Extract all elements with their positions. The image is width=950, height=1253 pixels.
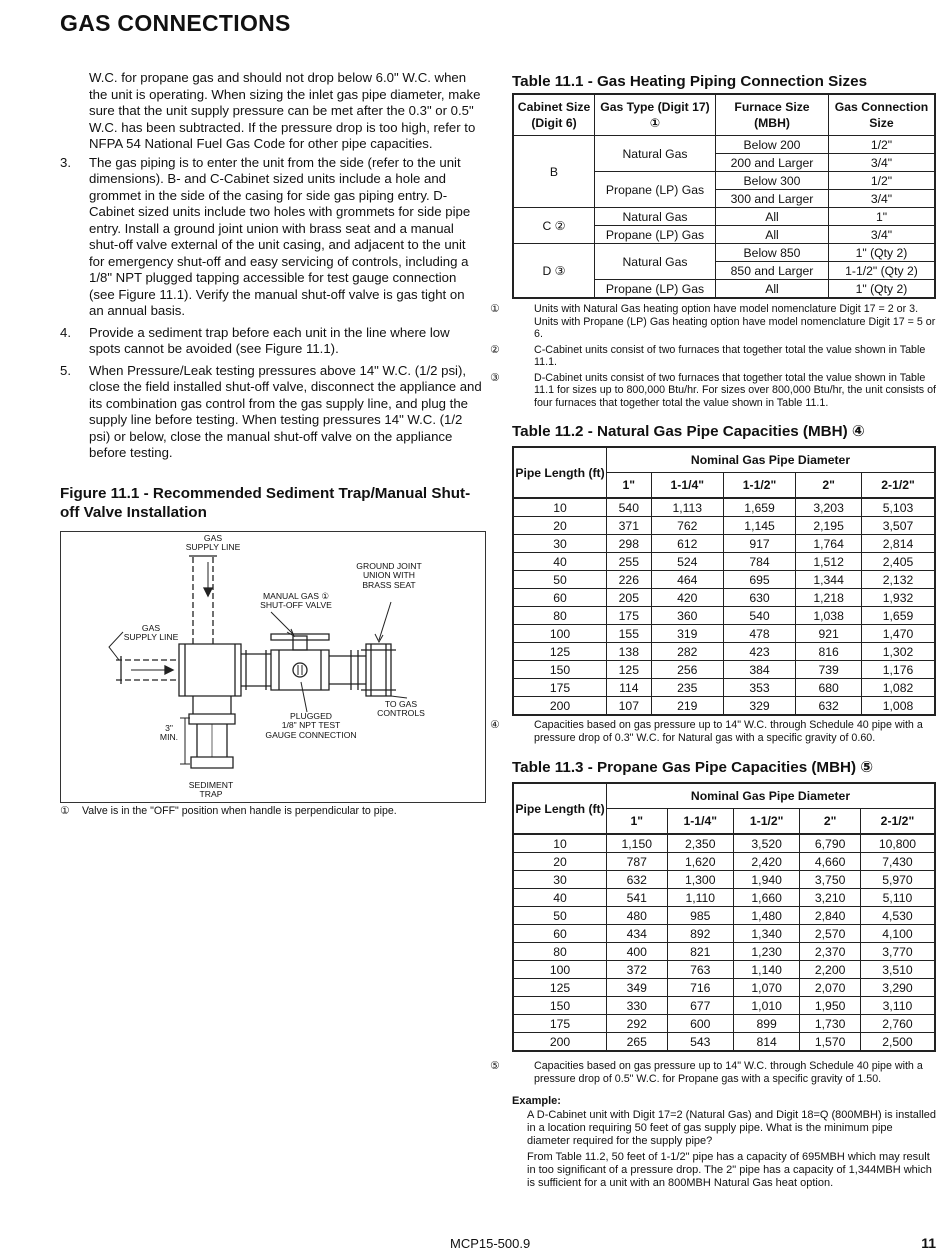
table-cell: 2,840 [800, 907, 861, 925]
table-cell: 1,008 [862, 697, 935, 716]
table1-note [490, 371, 938, 410]
table-cell: 3,520 [733, 834, 799, 853]
table-cell: 1/2" [829, 136, 936, 154]
table-cell: C ② [513, 208, 595, 244]
example-paragraph: A D-Cabinet unit with Digit 17=2 (Natural Gas) and Digit 18=Q (800MBH) is installed in a location requiring 50 feet of gas supply pipe. What is the minimum pipe diameter required for the supply pipe? [527, 1109, 937, 1148]
table-connection-sizes [512, 93, 936, 299]
table-row [513, 697, 935, 716]
table-cell: 3,507 [862, 517, 935, 535]
table-cell: 1,010 [733, 997, 799, 1015]
table-cell: 30 [513, 535, 607, 553]
table-cell: 256 [651, 661, 723, 679]
table-row [513, 871, 935, 889]
table-cell: 1-1/2" (Qty 2) [829, 262, 936, 280]
table-header: Gas Type (Digit 17) ① [595, 94, 716, 136]
table-cell: 10,800 [860, 834, 935, 853]
table-row [513, 889, 935, 907]
table-cell: 10 [513, 834, 607, 853]
table-cell: 1,659 [862, 607, 935, 625]
table-cell: 2,420 [733, 853, 799, 871]
table-header: Gas Connection Size [829, 94, 936, 136]
label-gas-supply-top: GAS SUPPLY LINE [185, 532, 241, 552]
table-row [513, 679, 935, 697]
table-cell: 784 [723, 553, 795, 571]
step-number: 4. [60, 324, 71, 340]
page-title: GAS CONNECTIONS [60, 10, 291, 36]
table-cell: 2,570 [800, 925, 861, 943]
table3-title: Table 11.3 - Propane Gas Pipe Capacities (MBH) ⑤ [512, 759, 874, 776]
table-cell: 3/4" [829, 190, 936, 208]
table-cell: 60 [513, 589, 607, 607]
column-header: 1" [607, 809, 668, 835]
table-cell: 2,070 [800, 979, 861, 997]
table-cell: 1/2" [829, 172, 936, 190]
table-cell: 1,340 [733, 925, 799, 943]
column-header: 2" [796, 473, 862, 499]
table-cell: All [716, 280, 829, 299]
table-cell: 150 [513, 997, 607, 1015]
table-row [513, 553, 935, 571]
table-cell: 1,302 [862, 643, 935, 661]
table-cell: 1,082 [862, 679, 935, 697]
step-number: 5. [60, 362, 71, 378]
right-column [490, 72, 938, 1190]
table-row [513, 834, 935, 853]
table-cell: 20 [513, 517, 607, 535]
table-cell: 632 [796, 697, 862, 716]
table-cell: 125 [513, 643, 607, 661]
table-cell: 3,750 [800, 871, 861, 889]
table-cell: 3,210 [800, 889, 861, 907]
table-cell: 3,770 [860, 943, 935, 961]
list-item [60, 155, 482, 320]
table-header: Cabinet Size (Digit 6) [513, 94, 595, 136]
table-cell: 1,570 [800, 1033, 861, 1052]
table-row [513, 607, 935, 625]
table-cell: 921 [796, 625, 862, 643]
table-cell: 235 [651, 679, 723, 697]
table-cell: 762 [651, 517, 723, 535]
column-header: 1-1/4" [651, 473, 723, 499]
column-header: 1-1/4" [667, 809, 733, 835]
table-cell: 5,110 [860, 889, 935, 907]
table3-body [513, 834, 935, 1051]
table-cell: 3,110 [860, 997, 935, 1015]
table-cell: 632 [607, 871, 668, 889]
table-cell: 60 [513, 925, 607, 943]
table-cell: 1,620 [667, 853, 733, 871]
table-cell: 541 [607, 889, 668, 907]
step-number: 3. [60, 154, 71, 170]
table-cell: 300 and Larger [716, 190, 829, 208]
step-text: When Pressure/Leak testing pressures above 14" W.C. (1/2 psi), close the field installed shut-off valve, disconnect the appliance and its combination gas control from the gas supply line, and plug the supply line before testing. When testing pressures 14" W.C. (1/2 psi) or below, close the manual shut-off valve on the appliance before testing. [89, 362, 482, 460]
table2-note [490, 719, 938, 744]
table-cell: 1,150 [607, 834, 668, 853]
table-cell: 200 [513, 697, 607, 716]
note-text: Capacities based on gas pressure up to 14" W.C. through Schedule 40 pipe with a pressure drop of 0.5" W.C. for Propane gas with a specific gravity of 1.50. [534, 1060, 923, 1085]
table-cell: 80 [513, 943, 607, 961]
table-cell: 763 [667, 961, 733, 979]
table-cell: Propane (LP) Gas [595, 280, 716, 299]
table-cell: 1,218 [796, 589, 862, 607]
table-cell: 1,659 [723, 498, 795, 517]
label-ground-joint: GROUND JOINT UNION WITH BRASS SEAT [356, 560, 422, 590]
table-cell: 330 [607, 997, 668, 1015]
table-cell: 226 [607, 571, 652, 589]
table1-note [490, 303, 938, 341]
table-cell: 4,530 [860, 907, 935, 925]
table1-title: Table 11.1 - Gas Heating Piping Connection Sizes [512, 73, 868, 90]
table-cell: 329 [723, 697, 795, 716]
table-cell: Below 200 [716, 136, 829, 154]
figure-diagram [60, 531, 486, 803]
table-row [513, 661, 935, 679]
table-cell: 464 [651, 571, 723, 589]
table-cell: 677 [667, 997, 733, 1015]
table-cell: 4,100 [860, 925, 935, 943]
note-text: D-Cabinet units consist of two furnaces that together total the value shown in Table 11.1 for sizes up to 800,000 Btu/hr. For sizes over 800,000 Btu/hr, the unit consists of four furnaces that together total the value shown in Table 11.1. [534, 371, 937, 409]
table-cell: 100 [513, 961, 607, 979]
table-cell: 114 [607, 679, 652, 697]
table-cell: 175 [513, 1015, 607, 1033]
table-cell: 1,070 [733, 979, 799, 997]
table-cell: 3/4" [829, 226, 936, 244]
table-cell: 155 [607, 625, 652, 643]
table-cell: 50 [513, 571, 607, 589]
table-row [513, 925, 935, 943]
table-cell: 1" [829, 208, 936, 226]
table-cell: 540 [723, 607, 795, 625]
note-mark: ③ [490, 371, 500, 384]
table-cell: 1,730 [800, 1015, 861, 1033]
table-cell: 125 [607, 661, 652, 679]
step-text: The gas piping is to enter the unit from the side (refer to the unit dimensions). B- and C-Cabinet sized units include a hole and grommet in the side of the casing for side gas piping entry. D-Cabinet sized units include two holes with grommets for side pipe entry. Install a ground joint union with brass seat and a manual shut-off valve external of the unit casing, and adjacent to the unit for emergency shut-off and easy servicing of controls, including a 1/8" NPT plugged tapping accessible for test gauge connection (see Figure 11.1). Verify the manual shut-off valve is gas tight on an annual basis. [89, 154, 471, 318]
table-cell: Below 300 [716, 172, 829, 190]
step-text: Provide a sediment trap before each unit in the line where low spots cannot be avoided (see Figure 11.1). [89, 324, 450, 356]
list-item [60, 325, 482, 358]
table-cell: 138 [607, 643, 652, 661]
table1-note [490, 343, 938, 369]
example-paragraph: From Table 11.2, 50 feet of 1-1/2" pipe has a capacity of 695MBH which may result in too significant of a pressure drop. The 2" pipe has a capacity of 1,344MBH which is sufficient for a unit with an 800MBH Natural Gas heat option. [527, 1150, 932, 1190]
table-cell: 292 [607, 1015, 668, 1033]
note-text: Capacities based on gas pressure up to 14" W.C. through Schedule 40 pipe with a pressure drop of 0.3" W.C. for Natural gas with a specific gravity of 0.60. [534, 719, 923, 744]
table-cell: 1" (Qty 2) [829, 244, 936, 262]
table2-title: Table 11.2 - Natural Gas Pipe Capacities (MBH) ④ [512, 423, 865, 440]
table-cell: 899 [733, 1015, 799, 1033]
table-cell: 20 [513, 853, 607, 871]
table-cell: 40 [513, 553, 607, 571]
label-sediment-trap: SEDIMENT TRAP [188, 779, 234, 799]
table-cell: 175 [513, 679, 607, 697]
note-mark: ② [490, 343, 500, 356]
table-cell: 5,103 [862, 498, 935, 517]
table-cell: 125 [513, 979, 607, 997]
table-cell: 1,940 [733, 871, 799, 889]
table-cell: 600 [667, 1015, 733, 1033]
table-row [513, 625, 935, 643]
table-cell: 1,140 [733, 961, 799, 979]
table-cell: 150 [513, 661, 607, 679]
table-cell: 478 [723, 625, 795, 643]
table-cell: 384 [723, 661, 795, 679]
table-cell: All [716, 226, 829, 244]
table-cell: 612 [651, 535, 723, 553]
table-row [513, 498, 935, 517]
table3-note [490, 1060, 938, 1085]
table-cell: 1,660 [733, 889, 799, 907]
note-text: Units with Natural Gas heating option have model nomenclature Digit 17 = 2 or 3. Units with Propane (LP) Gas heating option have model nomenclature Digit 17 = 5 or 6. [534, 303, 936, 340]
table-cell: 524 [651, 553, 723, 571]
table-cell: 1" (Qty 2) [829, 280, 936, 299]
figure-note [60, 805, 482, 817]
table-cell: 1,110 [667, 889, 733, 907]
table-cell: 1,344 [796, 571, 862, 589]
table-cell: 917 [723, 535, 795, 553]
table-cell: 1,038 [796, 607, 862, 625]
table-propane-capacities [512, 782, 936, 1052]
table-cell: 821 [667, 943, 733, 961]
column-header: 1-1/2" [723, 473, 795, 499]
table-row [513, 643, 935, 661]
table-cell: 219 [651, 697, 723, 716]
table-cell: 716 [667, 979, 733, 997]
group-header: Nominal Gas Pipe Diameter [607, 447, 936, 473]
table-cell: 360 [651, 607, 723, 625]
table-row [513, 943, 935, 961]
table-cell: All [716, 208, 829, 226]
note-text: Valve is in the "OFF" position when handle is perpendicular to pipe. [82, 804, 397, 817]
note-mark: ④ [490, 719, 500, 731]
table-cell: 814 [733, 1033, 799, 1052]
table-cell: 80 [513, 607, 607, 625]
table-cell: 2,760 [860, 1015, 935, 1033]
table-row [513, 208, 935, 226]
table-row [513, 997, 935, 1015]
note-mark: ① [490, 303, 500, 315]
table-cell: 5,970 [860, 871, 935, 889]
table-row [513, 853, 935, 871]
column-header: 2-1/2" [860, 809, 935, 835]
table-cell: B [513, 136, 595, 208]
table-cell: 1,113 [651, 498, 723, 517]
table-cell: 2,405 [862, 553, 935, 571]
note-mark: ① [60, 804, 70, 817]
table-row [513, 136, 935, 154]
table-cell: 816 [796, 643, 862, 661]
label-manual-valve: MANUAL GAS ① SHUT-OFF VALVE [260, 590, 332, 610]
table2-body [513, 498, 935, 715]
label-min: 3" MIN. [159, 722, 179, 742]
table-cell: 3/4" [829, 154, 936, 172]
note-text: C-Cabinet units consist of two furnaces that together total the value shown in Table 11.1. [534, 343, 926, 368]
table-cell: 1,145 [723, 517, 795, 535]
table-row [513, 979, 935, 997]
table-cell: 1,176 [862, 661, 935, 679]
table-cell: 1,764 [796, 535, 862, 553]
column-header: 1-1/2" [733, 809, 799, 835]
column-header: 2-1/2" [862, 473, 935, 499]
table-cell: 372 [607, 961, 668, 979]
table-cell: 265 [607, 1033, 668, 1052]
table-cell: 420 [651, 589, 723, 607]
label-gas-supply-left: GAS SUPPLY LINE [123, 622, 179, 642]
table-cell: 2,814 [862, 535, 935, 553]
table-row [513, 961, 935, 979]
table-cell: 985 [667, 907, 733, 925]
table-cell: 543 [667, 1033, 733, 1052]
table-cell: 200 and Larger [716, 154, 829, 172]
table-cell: 10 [513, 498, 607, 517]
left-column [60, 70, 482, 817]
table-cell: 540 [607, 498, 652, 517]
table-cell: 1,480 [733, 907, 799, 925]
table-row [513, 1033, 935, 1052]
table-cell: Propane (LP) Gas [595, 226, 716, 244]
table-cell: 3,203 [796, 498, 862, 517]
table-cell: 205 [607, 589, 652, 607]
table-cell: 1,512 [796, 553, 862, 571]
table-cell: 100 [513, 625, 607, 643]
table-row [513, 1015, 935, 1033]
table-cell: D ③ [513, 244, 595, 299]
table-cell: Propane (LP) Gas [595, 172, 716, 208]
table-cell: 630 [723, 589, 795, 607]
table-row [513, 535, 935, 553]
table-cell: 1,932 [862, 589, 935, 607]
table-cell: 400 [607, 943, 668, 961]
table-cell: 423 [723, 643, 795, 661]
table-cell: 480 [607, 907, 668, 925]
table-cell: 50 [513, 907, 607, 925]
table-cell: 1,470 [862, 625, 935, 643]
table-cell: 371 [607, 517, 652, 535]
table-cell: 30 [513, 871, 607, 889]
table-cell: 255 [607, 553, 652, 571]
table-cell: 850 and Larger [716, 262, 829, 280]
table-cell: 2,500 [860, 1033, 935, 1052]
table-cell: 2,195 [796, 517, 862, 535]
table-cell: 353 [723, 679, 795, 697]
table-cell: 739 [796, 661, 862, 679]
table-cell: 175 [607, 607, 652, 625]
table-cell: 7,430 [860, 853, 935, 871]
note-mark: ⑤ [490, 1060, 500, 1072]
label-plugged: PLUGGED 1/8" NPT TEST GAUGE CONNECTION [265, 710, 357, 740]
table-row [513, 244, 935, 262]
table-row [513, 589, 935, 607]
table-cell: Natural Gas [595, 136, 716, 172]
table-cell: 4,660 [800, 853, 861, 871]
table-row [513, 571, 935, 589]
group-header: Nominal Gas Pipe Diameter [607, 783, 936, 809]
table-cell: Below 850 [716, 244, 829, 262]
table-cell: 319 [651, 625, 723, 643]
steps-list [60, 155, 482, 462]
intro-paragraph: W.C. for propane gas and should not drop below 6.0" W.C. when the unit is operating. When sizing the inlet gas pipe diameter, make sure that the unit supply pressure can be met after the 0.3" or 0.5" W.C. has been subtracted. If the pressure drop is too high, refer to NFPA 54 National Fuel Gas Code for other pipe capacities. [89, 70, 481, 151]
table-cell: 787 [607, 853, 668, 871]
table-cell: 2,350 [667, 834, 733, 853]
figure-title: Figure 11.1 - Recommended Sediment Trap/Manual Shut-off Valve Installation [60, 484, 471, 521]
table-cell: Natural Gas [595, 244, 716, 280]
label-to-controls: TO GAS CONTROLS [377, 698, 425, 718]
table-cell: 3,290 [860, 979, 935, 997]
table-cell: 1,950 [800, 997, 861, 1015]
row-header: Pipe Length (ft) [513, 447, 607, 498]
table-cell: 298 [607, 535, 652, 553]
row-header: Pipe Length (ft) [513, 783, 607, 834]
table-row [513, 517, 935, 535]
table-cell: 2,132 [862, 571, 935, 589]
table-cell: 695 [723, 571, 795, 589]
table-cell: 3,510 [860, 961, 935, 979]
table-row [513, 907, 935, 925]
table-cell: 2,200 [800, 961, 861, 979]
page-number: 11 [921, 1235, 936, 1251]
table-cell: 282 [651, 643, 723, 661]
table-header: Furnace Size (MBH) [716, 94, 829, 136]
table-cell: 107 [607, 697, 652, 716]
table-cell: 40 [513, 889, 607, 907]
table-cell: 680 [796, 679, 862, 697]
table-cell: 892 [667, 925, 733, 943]
table-cell: 1,230 [733, 943, 799, 961]
column-header: 2" [800, 809, 861, 835]
table-cell: 200 [513, 1033, 607, 1052]
table-natural-gas-capacities [512, 446, 936, 716]
list-item [60, 363, 482, 462]
table-cell: 6,790 [800, 834, 861, 853]
table-cell: 434 [607, 925, 668, 943]
document-code: MCP15-500.9 [450, 1236, 531, 1251]
table-cell: 1,300 [667, 871, 733, 889]
table-cell: 2,370 [800, 943, 861, 961]
table-cell: 349 [607, 979, 668, 997]
column-header: 1" [607, 473, 652, 499]
table-cell: Natural Gas [595, 208, 716, 226]
example-heading: Example: [512, 1095, 561, 1107]
